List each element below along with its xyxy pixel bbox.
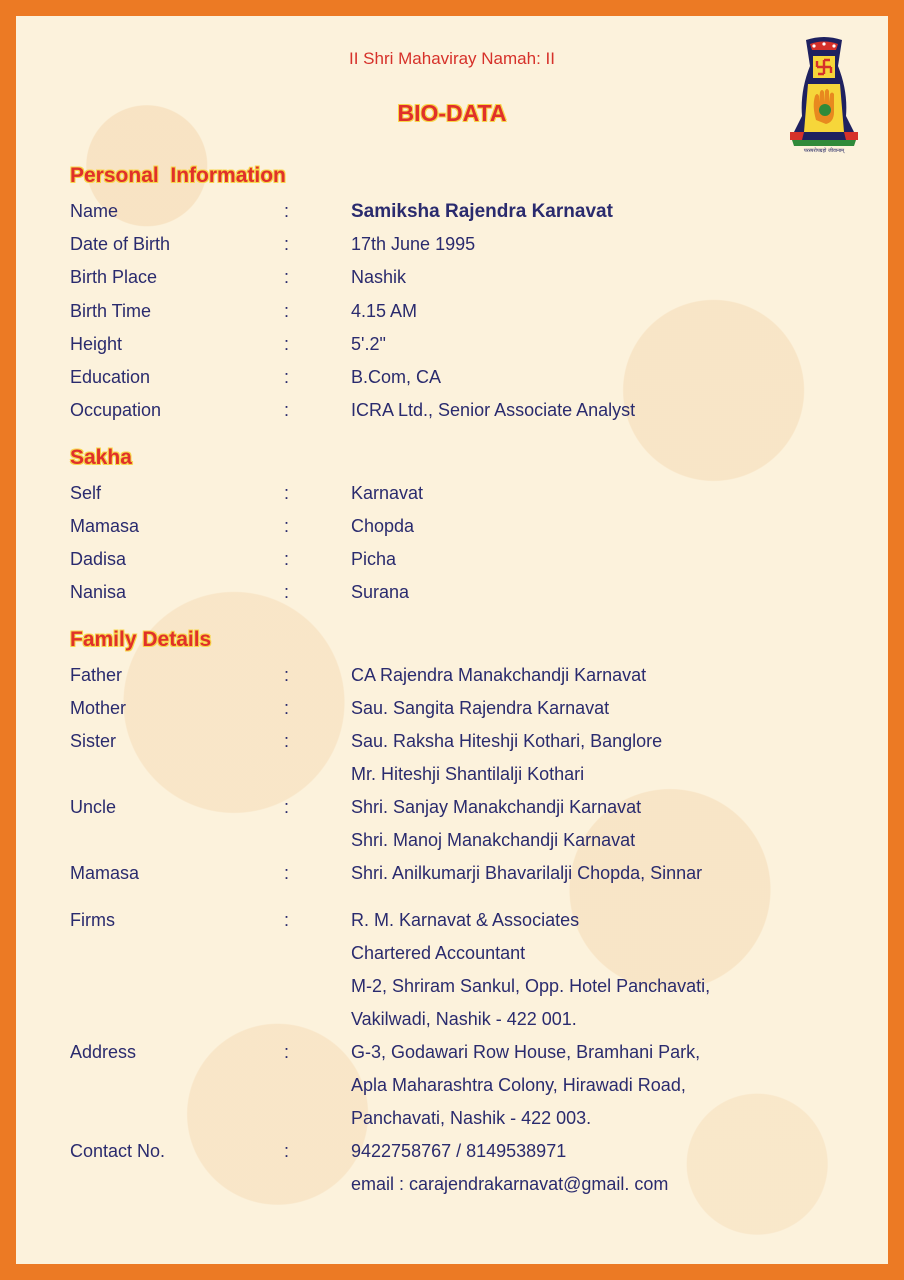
info-row <box>16 1141 888 1174</box>
field-separator: : <box>284 731 290 751</box>
info-row <box>16 483 888 516</box>
field-separator: : <box>284 1141 290 1161</box>
info-row <box>16 943 888 976</box>
field-separator: : <box>284 367 290 387</box>
field-separator: : <box>284 582 290 602</box>
field-value: Panchavati, Nashik - 422 003. <box>351 1108 592 1128</box>
info-row <box>16 301 888 334</box>
field-value: Shri. Manoj Manakchandji Karnavat <box>351 830 636 850</box>
field-value: Picha <box>351 549 397 569</box>
field-label: Address <box>70 1042 137 1062</box>
field-label: Date of Birth <box>70 234 171 255</box>
page-title: BIO-DATA <box>397 100 507 126</box>
info-row <box>16 1174 888 1207</box>
field-separator: : <box>284 234 290 255</box>
info-row <box>16 400 888 433</box>
info-row <box>16 698 888 731</box>
field-label: Nanisa <box>70 582 127 602</box>
field-label: Dadisa <box>70 549 127 569</box>
field-value: ICRA Ltd., Senior Associate Analyst <box>351 400 636 421</box>
field-value: email : carajendrakarnavat@gmail. com <box>351 1174 669 1194</box>
field-label: Birth Place <box>70 267 158 288</box>
info-row <box>16 731 888 764</box>
info-row <box>16 582 888 615</box>
field-value: B.Com, CA <box>351 367 442 387</box>
field-label: Firms <box>70 910 115 930</box>
field-label: Name <box>70 201 119 221</box>
field-separator: : <box>284 400 290 421</box>
info-row <box>16 1075 888 1108</box>
field-separator: : <box>284 549 290 569</box>
field-separator: : <box>284 698 290 718</box>
info-row <box>16 830 888 863</box>
info-row <box>16 797 888 830</box>
field-label: Uncle <box>70 797 117 817</box>
field-label: Birth Time <box>70 300 152 321</box>
field-value: Nashik <box>351 267 407 288</box>
info-row <box>16 764 888 797</box>
field-value: Samiksha Rajendra Karnavat <box>351 201 613 222</box>
field-separator: : <box>284 516 290 536</box>
info-row <box>16 1009 888 1042</box>
field-value: M-2, Shriram Sankul, Opp. Hotel Panchavati, <box>351 976 711 996</box>
field-label: Education <box>70 367 151 387</box>
field-separator: : <box>284 201 290 221</box>
section-heading-personal: Personal Information <box>70 164 286 187</box>
invocation-line: II Shri Mahaviray Namah: II <box>349 49 555 68</box>
field-label: Mother <box>70 698 127 718</box>
section-heading-family: Family Details <box>70 628 212 651</box>
field-separator: : <box>284 300 290 321</box>
field-value: Shri. Sanjay Manakchandji Karnavat <box>351 797 642 817</box>
info-row <box>16 367 888 400</box>
field-value: 17th June 1995 <box>351 234 476 255</box>
field-separator: : <box>284 797 290 817</box>
info-row <box>16 976 888 1009</box>
info-row <box>16 863 888 896</box>
info-row <box>16 516 888 549</box>
field-value: Chartered Accountant <box>351 943 526 963</box>
field-value: 4.15 AM <box>351 300 418 321</box>
field-value: G-3, Godawari Row House, Bramhani Park, <box>351 1042 701 1062</box>
info-row <box>16 234 888 267</box>
emblem-caption: परस्परोपग्रहो जीवानाम् <box>803 148 845 154</box>
field-value: Chopda <box>351 516 415 536</box>
jain-emblem-icon <box>788 36 860 154</box>
field-value: 5'.2" <box>351 333 386 354</box>
info-row <box>16 267 888 300</box>
field-separator: : <box>284 267 290 288</box>
field-label: Height <box>70 333 123 354</box>
field-label: Mamasa <box>70 516 140 536</box>
field-separator: : <box>284 333 290 354</box>
field-value: 9422758767 / 8149538971 <box>351 1141 567 1161</box>
field-value: Sau. Raksha Hiteshji Kothari, Banglore <box>351 731 663 751</box>
field-separator: : <box>284 910 290 930</box>
field-value: R. M. Karnavat & Associates <box>351 910 580 930</box>
field-value: CA Rajendra Manakchandji Karnavat <box>351 665 647 685</box>
field-value: Sau. Sangita Rajendra Karnavat <box>351 698 610 718</box>
field-value: Karnavat <box>351 483 424 503</box>
field-separator: : <box>284 483 290 503</box>
field-value: Vakilwadi, Nashik - 422 001. <box>351 1009 577 1029</box>
field-label: Father <box>70 665 123 685</box>
field-value: Mr. Hiteshji Shantilalji Kothari <box>351 764 585 784</box>
info-row <box>16 1108 888 1141</box>
field-label: Sister <box>70 731 117 751</box>
info-row <box>16 910 888 943</box>
field-value: Surana <box>351 582 410 602</box>
field-value: Shri. Anilkumarji Bhavarilalji Chopda, Sinnar <box>351 863 703 883</box>
info-row <box>16 1042 888 1075</box>
field-label: Mamasa <box>70 863 140 883</box>
field-label: Contact No. <box>70 1141 166 1161</box>
field-separator: : <box>284 665 290 685</box>
section-heading-sakha: Sakha <box>70 446 132 469</box>
field-value: Apla Maharashtra Colony, Hirawadi Road, <box>351 1075 686 1095</box>
field-separator: : <box>284 1042 290 1062</box>
field-separator: : <box>284 863 290 883</box>
field-label: Self <box>70 483 102 503</box>
info-row <box>16 201 888 234</box>
field-label: Occupation <box>70 400 162 421</box>
biodata-sheet <box>16 16 888 1264</box>
info-row <box>16 665 888 698</box>
info-row <box>16 334 888 367</box>
info-row <box>16 549 888 582</box>
